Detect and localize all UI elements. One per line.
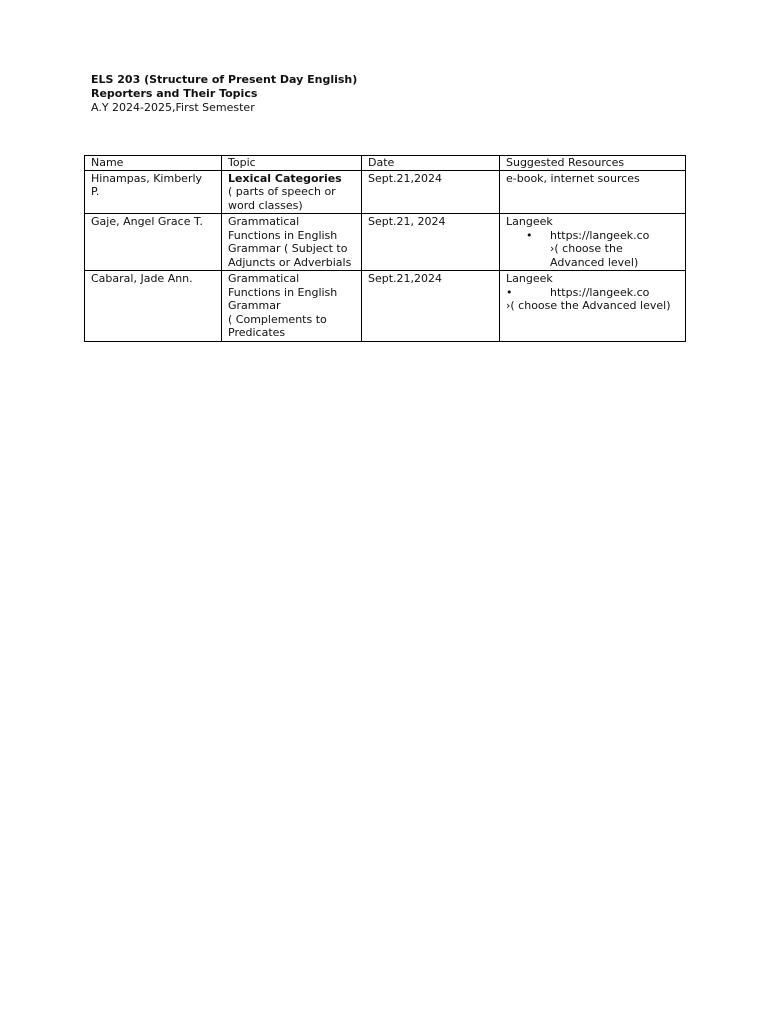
cell-date: Sept.21, 2024 (362, 214, 500, 271)
cell-resources (500, 271, 686, 342)
name-line: Gaje, Angel Grace T. (91, 215, 203, 228)
course-title: ELS 203 (Structure of Present Day English) (91, 73, 358, 86)
resource-text: e-book, internet sources (506, 171, 640, 185)
resource-bullet-item (506, 286, 681, 300)
academic-year: A.Y 2024-2025,First Semester (91, 101, 255, 114)
document-title: Reporters and Their Topics (91, 87, 258, 100)
cell-name (85, 214, 222, 271)
resource-link[interactable]: https://langeek.co (550, 285, 650, 299)
cell-resources (500, 170, 686, 214)
resource-link[interactable]: https://langeek.co (550, 228, 650, 242)
column-header-name: Name (85, 156, 222, 171)
reporters-table (84, 155, 686, 342)
table-row (85, 170, 686, 214)
resource-note-line: ›( choose the Advanced level) (506, 299, 671, 312)
cell-resources (500, 214, 686, 271)
topic-line: word classes) (228, 198, 303, 212)
column-header-topic: Topic (222, 156, 362, 171)
cell-topic (222, 170, 362, 214)
topic-line: Functions in English (228, 228, 338, 242)
cell-date: Sept.21,2024 (362, 170, 500, 214)
cell-name (85, 170, 222, 214)
table-header-row (85, 156, 686, 171)
bullet-icon: • (506, 285, 513, 299)
topic-title: Lexical Categories (228, 171, 342, 185)
topic-line: ( Complements to (228, 312, 327, 326)
topic-line: Grammatical (228, 272, 300, 285)
topic-line: Functions in English (228, 285, 338, 299)
table-row (85, 271, 686, 342)
cell-name (85, 271, 222, 342)
bullet-icon: • (526, 228, 533, 242)
resource-note-line: ›( choose the (550, 242, 623, 255)
topic-line: Grammatical (228, 215, 300, 228)
cell-date: Sept.21,2024 (362, 271, 500, 342)
topic-line: Grammar ( Subject to (228, 242, 348, 255)
resource-title: Langeek (506, 215, 553, 228)
table-row (85, 214, 686, 271)
resource-note-line: Advanced level) (550, 255, 639, 269)
name-line: Cabaral, Jade Ann. (91, 272, 193, 285)
name-line: P. (91, 185, 100, 198)
topic-line: ( parts of speech or (228, 185, 336, 198)
topic-line: Predicates (228, 326, 286, 339)
column-header-date: Date (362, 156, 500, 171)
name-line: Hinampas, Kimberly (91, 171, 203, 185)
column-header-resources: Suggested Resources (500, 156, 686, 171)
resource-title: Langeek (506, 272, 553, 285)
topic-line: Grammar (228, 299, 281, 312)
resource-bullet-item (506, 229, 681, 243)
cell-topic (222, 214, 362, 271)
topic-line: Adjuncts or Adverbials (228, 255, 352, 269)
cell-topic (222, 271, 362, 342)
document-header (91, 73, 357, 115)
